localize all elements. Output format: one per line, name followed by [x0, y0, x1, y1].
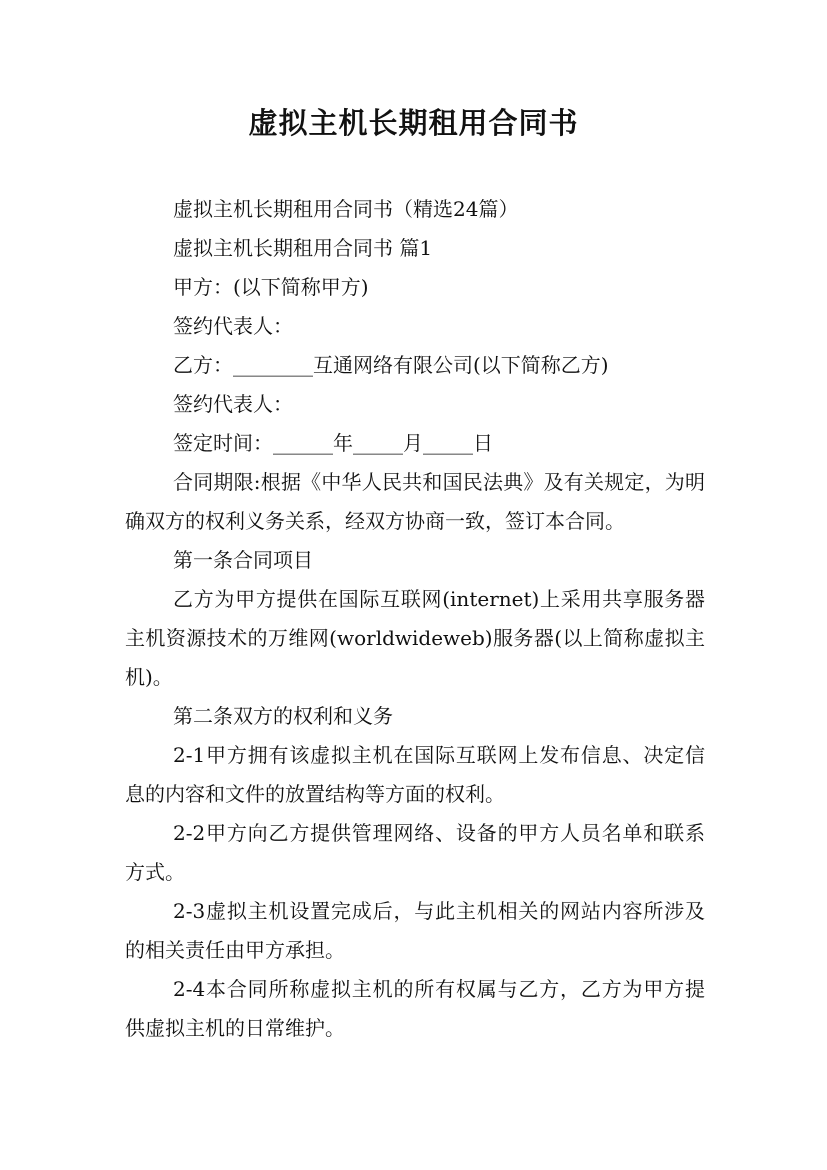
paragraph-clause-2-3: 2-3虚拟主机设置完成后，与此主机相关的网站内容所涉及的相关责任由甲方承担。	[125, 899, 705, 962]
paragraph-clause-2-2: 2-2甲方向乙方提供管理网络、设备的甲方人员名单和联系方式。	[125, 821, 705, 884]
paragraph-party-b-signatory: 签约代表人：	[173, 392, 293, 416]
paragraph-subtitle: 虚拟主机长期租用合同书（精选24篇）	[173, 197, 519, 221]
paragraph-party-b: 乙方：________互通网络有限公司(以下简称乙方)	[173, 353, 609, 377]
paragraph-article-1-heading: 第一条合同项目	[173, 548, 313, 572]
paragraph-party-a-signatory: 签约代表人：	[173, 314, 293, 338]
paragraph-clause-2-1: 2-1甲方拥有该虚拟主机在国际互联网上发布信息、决定信息的内容和文件的放置结构等方面的权利。	[125, 743, 705, 806]
paragraph-contract-term: 合同期限:根据《中华人民共和国民法典》及有关规定，为明确双方的权利义务关系，经双方协商一致，签订本合同。	[125, 470, 705, 533]
paragraph-party-a: 甲方：(以下简称甲方)	[173, 275, 369, 299]
paragraph-article-1-body: 乙方为甲方提供在国际互联网(internet)上采用共享服务器主机资源技术的万维网(worldwideweb)服务器(以上简称虚拟主机)。	[125, 587, 705, 689]
paragraph-article-2-heading: 第二条双方的权利和义务	[173, 704, 393, 728]
document-title: 虚拟主机长期租用合同书	[248, 106, 579, 140]
document-body	[125, 190, 705, 1048]
paragraph-signing-date: 签定时间：______年_____月_____日	[173, 431, 493, 455]
paragraph-section-heading: 虚拟主机长期租用合同书 篇1	[173, 236, 433, 260]
paragraph-clause-2-4: 2-4本合同所称虚拟主机的所有权属与乙方，乙方为甲方提供虚拟主机的日常维护。	[125, 977, 705, 1040]
